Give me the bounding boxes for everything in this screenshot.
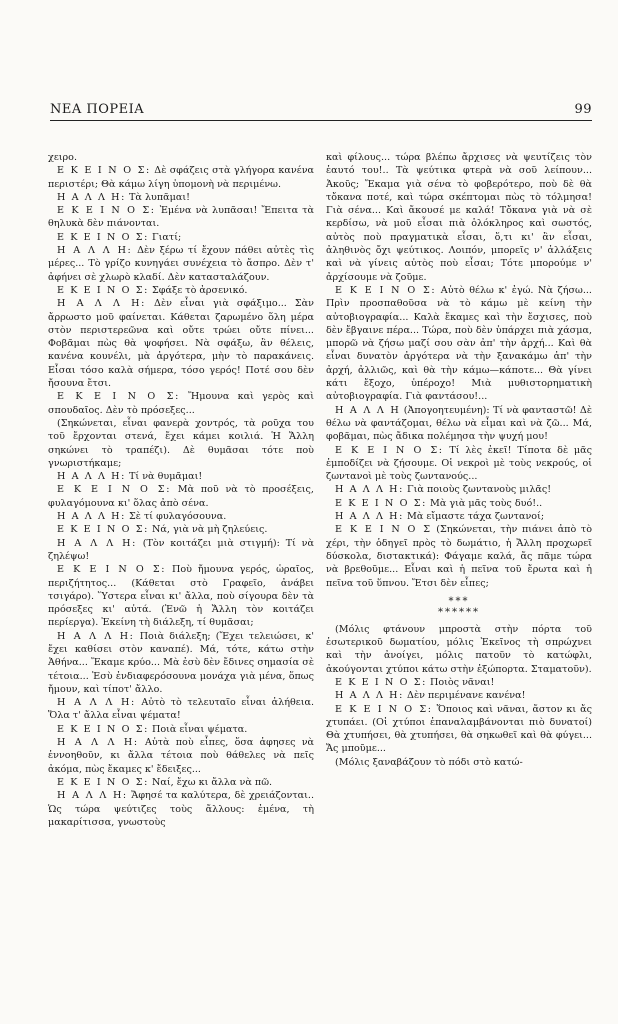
dialogue-text: Δὲν εἶναι γιὰ σφάξιμο... Σὰν ἄρρωστο μοῦ φαίνεται. Κάθεται ζαρωμένο ὅλη μέρα στὸν περιστερεῶνα καὶ οὔτε τρώει οὔτε πίνει... Φοβᾶμαι πὼς θὰ ψοφήσει. Νὰ σφάξω, ἂν θέλεις, κανένα κουνέλι, μὰ ἀργότερα, μὴν τὸ παρακάνεις. Εἶσαι τόσο καλὰ σήμερα, τόσο γερός! Ποτέ σου δὲν ἤσουνα ἔτσι. [48, 298, 314, 390]
dialogue-text: Ποιὰ διάλεξη; (Ἔχει τελειώσει, κ' ἔχει καθίσει στὸν καναπέ). Μά, τότε, κάτω στὴν Ἀθήνα... Ἔκαμε κρύο... Μὰ ἐσὺ δὲν ἔδινες σημασία σὲ τέτοια... Ἐσὺ ἐνδιαφερόσουνα μονάχα γιὰ μένα, ὅπως ἤμουν, καὶ τίποτ' ἄλλο. [48, 630, 314, 695]
speaker-name: Η Α Λ Λ Η: [335, 690, 404, 702]
dialogue-text: Τί λὲς ἐκεῖ! Τίποτα δὲ μᾶς ἐμποδίζει νὰ ζήσουμε. Οἱ νεκροὶ μὲ τοὺς νεκρούς, οἱ ζωντανοὶ μὲ τοὺς ζωντανούς... [326, 444, 592, 483]
dialogue-text: Σὲ τί φυλαγόσουνα. [129, 511, 227, 523]
dialogue-paragraph [48, 789, 314, 829]
dialogue-text: Ὅποιος καὶ νᾶναι, ἄστον κι ἄς χτυπάει. (Οἱ χτύποι ἐπαναλαμβάνονται πιὸ δυνατοί) Θὰ χτυπήσει, θὰ χτυπήσει, θὰ σηκωθεῖ καὶ θὰ φύγει... Ἄς μποῦμε... [326, 703, 592, 755]
dialogue-text: Δὲν ξέρω τί ἔχουν πάθει αὐτὲς τὶς μέρες... Τὸ γρίζο κυνηγάει συνέχεια τὸ ἄσπρο. Δὲν τ' ἀφήνει σὲ χλωρὸ κλαδί. Δὲν κατασταλάζουν. [48, 245, 314, 283]
speaker-name: Ε Κ Ε Ι Ν Ο Σ [335, 524, 432, 536]
dialogue-paragraph [48, 390, 314, 417]
speaker-name: Η Α Λ Λ Η: [57, 630, 135, 642]
speaker-name: Ε Κ Ε Ι Ν Ο Σ: [335, 497, 427, 509]
dialogue-paragraph [326, 623, 592, 676]
dialogue-paragraph [48, 204, 314, 231]
dialogue-paragraph [48, 297, 314, 390]
dialogue-text: (Μόλις ξαναβάζουν τὸ πόδι στὸ κατώ- [335, 756, 523, 768]
speaker-name: Η Α Λ Λ Η: [57, 245, 133, 257]
dialogue-text: Τὰ λυπᾶμαι! [129, 191, 190, 203]
dialogue-text: Μὰ γιὰ μᾶς τοὺς δυό!.. [430, 497, 543, 509]
speaker-name: Ε Κ Ε Ι Ν Ο Σ: [57, 776, 149, 788]
dialogue-text: Γιὰ ποιοὺς ζωντανοὺς μιλᾶς! [407, 484, 552, 496]
dialogue-text: Τί νὰ θυμᾶμαι! [129, 471, 203, 483]
dialogue-text: (Τὸν κοιτάζει μιὰ στιγμή): Τί νὰ ζηλέψω! [48, 537, 314, 562]
dialogue-text: Δὲ σφάζεις στὰ γλήγορα κανένα περιστέρι; Θὰ κάμω λίγη ὑπομονὴ νὰ περιμένω. [48, 165, 314, 190]
dialogue-paragraph [48, 537, 314, 564]
dialogue-paragraph [326, 444, 592, 484]
dialogue-paragraph [48, 723, 314, 736]
speaker-name: Η Α Λ Λ Η: [335, 484, 404, 496]
dialogue-paragraph [48, 630, 314, 696]
dialogue-text: καὶ φίλους... τώρα βλέπω ἄρχισες νὰ ψευτίζεις τὸν ἑαυτό του!.. Τὰ ψεύτικα φτερὰ νὰ σοῦ λείπουν... Ἀκοῦς; Ἔκαμα γιὰ σένα τὸ φοβερότερο, ποὺ δὲ θὰ τὄκανα ποτέ, καὶ τώρα σκέπτομαι πὼς τὸ τόλμησα! Γιὰ σένα... Καὶ ἄκουσέ με καλά! Τὄκανα γιὰ νὰ σὲ κερδίσω, νὰ μοῦ εἶσαι πιὰ ὁλόκληρος καὶ σωστός, αὐτὸς ποὺ πραγματικὰ εἶσαι, ὅ,τι κι' ἂν εἶσαι, ἀληθινὸς ὄχι ψεύτικος. Λοιπόν, μπορεῖς ν' ἀλλάξεις καὶ νὰ γίνεις αὐτὸς ποὺ εἶσαι; Τότε μπορούμε ν' ἀρχίσουμε νὰ ζοῦμε. [326, 152, 592, 283]
speaker-name: Ε Κ Ε Ι Ν Ο Σ: [335, 284, 437, 296]
speaker-name: Η Α Λ Λ Η: [57, 471, 126, 483]
dialogue-paragraph [326, 284, 592, 404]
dialogue-text: Αὐτὰ ποὺ εἶπες, ὅσα ἀφησες νὰ ἐννοηθοῦν, κι ἄλλα τέτοια ποὺ θάθελες νὰ πεῖς ἀκόμα, πὼς ἔκαμες κ' ἔδειξες... [48, 737, 315, 775]
dialogue-paragraph [48, 470, 314, 483]
dialogue-paragraph [326, 510, 592, 523]
dialogue-paragraph [48, 231, 314, 244]
dialogue-paragraph [48, 523, 314, 536]
dialogue-text: Ποὺ ἤμουνα γερός, ὡραῖος, περιζήτητος... (Κάθεται στὸ Γραφεῖο, ἀνάβει τσιγάρο). Ὕστερα εἶναι κι' ἄλλα, ποὺ σίγουρα δὲν τὰ πρόσεξες κι' αὐτά. (Ἐνῶ ἡ Ἄλλη τὸν κοιτάζει περίεργα). Ἐκείνη τὴ διάλεξη, τί θυμᾶσαι; [48, 564, 314, 629]
dialogue-paragraph [48, 284, 314, 297]
dialogue-text: (Σηκώνεται, τὴν πιάνει ἀπὸ τὸ χέρι, τὴν ὁδηγεῖ πρὸς τὸ δωμάτιο, ἡ Ἄλλη προχωρεῖ δύσκολα, διστακτικά): Φάγαμε καλά, ἄς πᾶμε τώρα νὰ βρεθοῦμε... Εἶναι καὶ ἡ πεῖνα τοῦ ἔρωτα καὶ ἡ πεῖνα τοῦ ὕπνου. Ἔτσι δὲν εἶπες; [326, 524, 592, 589]
dialogue-paragraph [326, 151, 592, 284]
dialogue-text: Μὰ εἴμαστε τάχα ζωντανοί; [407, 511, 545, 523]
dialogue-paragraph [326, 689, 592, 702]
dialogue-text: Μὰ ποῦ νὰ τὸ προσέξεις, φυλαγόμουνα κι' ὅλας ἀπὸ σένα. [48, 484, 314, 509]
speaker-name: Ε Κ Ε Ι Ν Ο Σ: [335, 444, 444, 456]
speaker-name: Ε Κ Ε Ι Ν Ο Σ: [57, 205, 156, 217]
dialogue-paragraph [48, 191, 314, 204]
speaker-name: Η Α Λ Λ Η: [57, 511, 126, 523]
speaker-name: Ε Κ Ε Ι Ν Ο Σ: [57, 284, 149, 296]
speaker-name: Η Α Λ Λ Η: [57, 737, 139, 749]
dialogue-paragraph [48, 696, 314, 723]
dialogue-text: Ναί, ἔχω κι ἄλλα νὰ πῶ. [152, 776, 273, 788]
speaker-name: Ε Κ Ε Ι Ν Ο Σ: [57, 231, 149, 243]
dialogue-text: Αὐτὸ θέλω κ' ἐγώ. Νὰ ζήσω... Πρὶν προσπαθοῦσα νὰ τὸ κάμω μὲ κείνη τὴν αὐτοβιογραφία... Καλὰ ἔκαμες καὶ τὴν ἔσχισες, ποὺ δὲν ἔβγαινε πέρα... Τώρα, ποὺ δὲν ὑπάρχει πιὰ χάσμα, μπορῶ νὰ ζήσω μαζί σου σὰν ἀπ' τὴν ἀρχή... Καὶ θὰ εἶναι δυνατὸν ἀργότερα νὰ τὴν ξανακάμω ἀπ' τὴν ἀρχή, ἀλλιῶς, καὶ θὰ τὴν κάμω—κάποτε... Θὰ γίνει κάτι ἔξοχο, ὑπέροχο! Μιὰ μυθιστορηματικὴ αὐτοβιογραφία. Γιὰ φαντάσου!... [326, 284, 592, 403]
dialogue-text: χειρο. [48, 152, 78, 163]
speaker-name: Ε Κ Ε Ι Ν Ο Σ: [57, 564, 167, 576]
speaker-name: Ε Κ Ε Ι Ν Ο Σ: [335, 703, 433, 715]
dialogue-paragraph [326, 404, 592, 444]
dialogue-text: (Ἀπογοητευμένη): Τί νὰ φανταστῶ! Δὲ θέλω νὰ φαντάζομαι, θέλω νὰ εἶμαι καὶ νὰ ζῶ... Μά, φοβᾶμαι, πὼς ἄδικα πολέμησα τὴν ψυχή μου! [326, 404, 592, 443]
text-columns [48, 151, 592, 829]
dialogue-paragraph [326, 497, 592, 510]
dialogue-text: (Σηκώνεται, εἶναι φανερὰ χοντρός, τὰ ροῦχα του τοῦ ἔρχονται στενά, ἔχει κάμει κοιλιά. Ἡ Ἄλλη σηκώνει τὸ τραπέζι). Δὲ θυμᾶσαι τότε ποὺ γνωριστήκαμε; [48, 417, 314, 469]
speaker-name: Η Α Λ Λ Η: [57, 191, 126, 203]
dialogue-paragraph [48, 776, 314, 789]
speaker-name: Η Α Λ Λ Η [335, 404, 401, 416]
dialogue-paragraph [48, 483, 314, 510]
speaker-name: Ε Κ Ε Ι Ν Ο Σ: [335, 676, 427, 688]
speaker-name: Ε Κ Ε Ι Ν Ο Σ: [57, 484, 172, 496]
dialogue-text: Ἐμένα νὰ λυπᾶσαι! Ἔπειτα τὰ θηλυκὰ δὲν πιάνονται. [48, 205, 314, 230]
right-column [326, 151, 592, 829]
speaker-name: Η Α Λ Λ Η: [57, 298, 146, 310]
scene-separator: *** ****** [438, 595, 480, 618]
dialogue-text: Ποιὸς νᾶναι! [430, 676, 495, 688]
dialogue-paragraph [48, 417, 314, 470]
dialogue-text: Σφάξε τὸ ἀρσενικό. [152, 284, 248, 296]
page-number: 99 [574, 102, 592, 117]
speaker-name: Η Α Λ Λ Η: [335, 511, 404, 523]
dialogue-paragraph [48, 164, 314, 191]
speaker-name: Ε Κ Ε Ι Ν Ο Σ: [57, 524, 149, 536]
dialogue-text: Ἄφησέ τα καλύτερα, δὲ χρειάζονται.. Ὡς τώρα ψεύτιζες τοὺς ἄλλους: ἐμένα, τὴ μακαρίτισσα, γνωστοὺς [48, 790, 315, 828]
dialogue-text: Ἤμουνα καὶ γερὸς καὶ σπουδαῖος. Δὲν τὸ πρόσεξες... [48, 391, 314, 416]
dialogue-text: Δὲν περιμένανε κανένα! [407, 690, 526, 702]
dialogue-text: Νά, γιὰ νὰ μὴ ζηλεύεις. [152, 524, 268, 536]
speaker-name: Η Α Λ Λ Η: [57, 537, 137, 549]
dialogue-paragraph [48, 563, 314, 629]
speaker-name: Ε Κ Ε Ι Ν Ο Σ: [57, 391, 180, 403]
dialogue-paragraph [48, 736, 314, 776]
speaker-name: Ε Κ Ε Ι Ν Ο Σ: [57, 165, 151, 177]
left-column [48, 151, 314, 829]
speaker-name: Η Α Λ Λ Η: [57, 790, 128, 802]
dialogue-paragraph [326, 523, 592, 589]
speaker-name: Ε Κ Ε Ι Ν Ο Σ: [57, 723, 149, 735]
dialogue-text: Ποιὰ εἶναι ψέματα. [152, 723, 248, 735]
dialogue-paragraph [326, 676, 592, 689]
page-header [50, 102, 592, 121]
dialogue-text: Γιατί; [152, 231, 182, 243]
speaker-name: Η Α Λ Λ Η: [57, 697, 136, 709]
dialogue-paragraph [48, 510, 314, 523]
dialogue-paragraph [326, 703, 592, 756]
dialogue-paragraph [48, 151, 314, 164]
running-title: ΝΕΑ ΠΟΡΕΙΑ [50, 102, 145, 117]
dialogue-paragraph [326, 756, 592, 769]
dialogue-text: Αὐτὸ τὸ τελευταῖο εἶναι ἀλήθεια. Ὅλα τ' ἄλλα εἶναι ψέματα! [48, 697, 314, 722]
dialogue-paragraph [48, 244, 314, 284]
dialogue-text: (Μόλις φτάνουν μπροστὰ στὴν πόρτα τοῦ ἐσωτερικοῦ δωματίου, μόλις Ἐκεῖνος τὴ σπρώχνει καὶ τὴν ἀνοίγει, μόλις πατοῦν τὸ κατώφλι, ἀκούγονται χτύποι κάτω στὴν ἐξώπορτα. Σταματοῦν). [326, 623, 592, 675]
dialogue-paragraph [326, 483, 592, 496]
